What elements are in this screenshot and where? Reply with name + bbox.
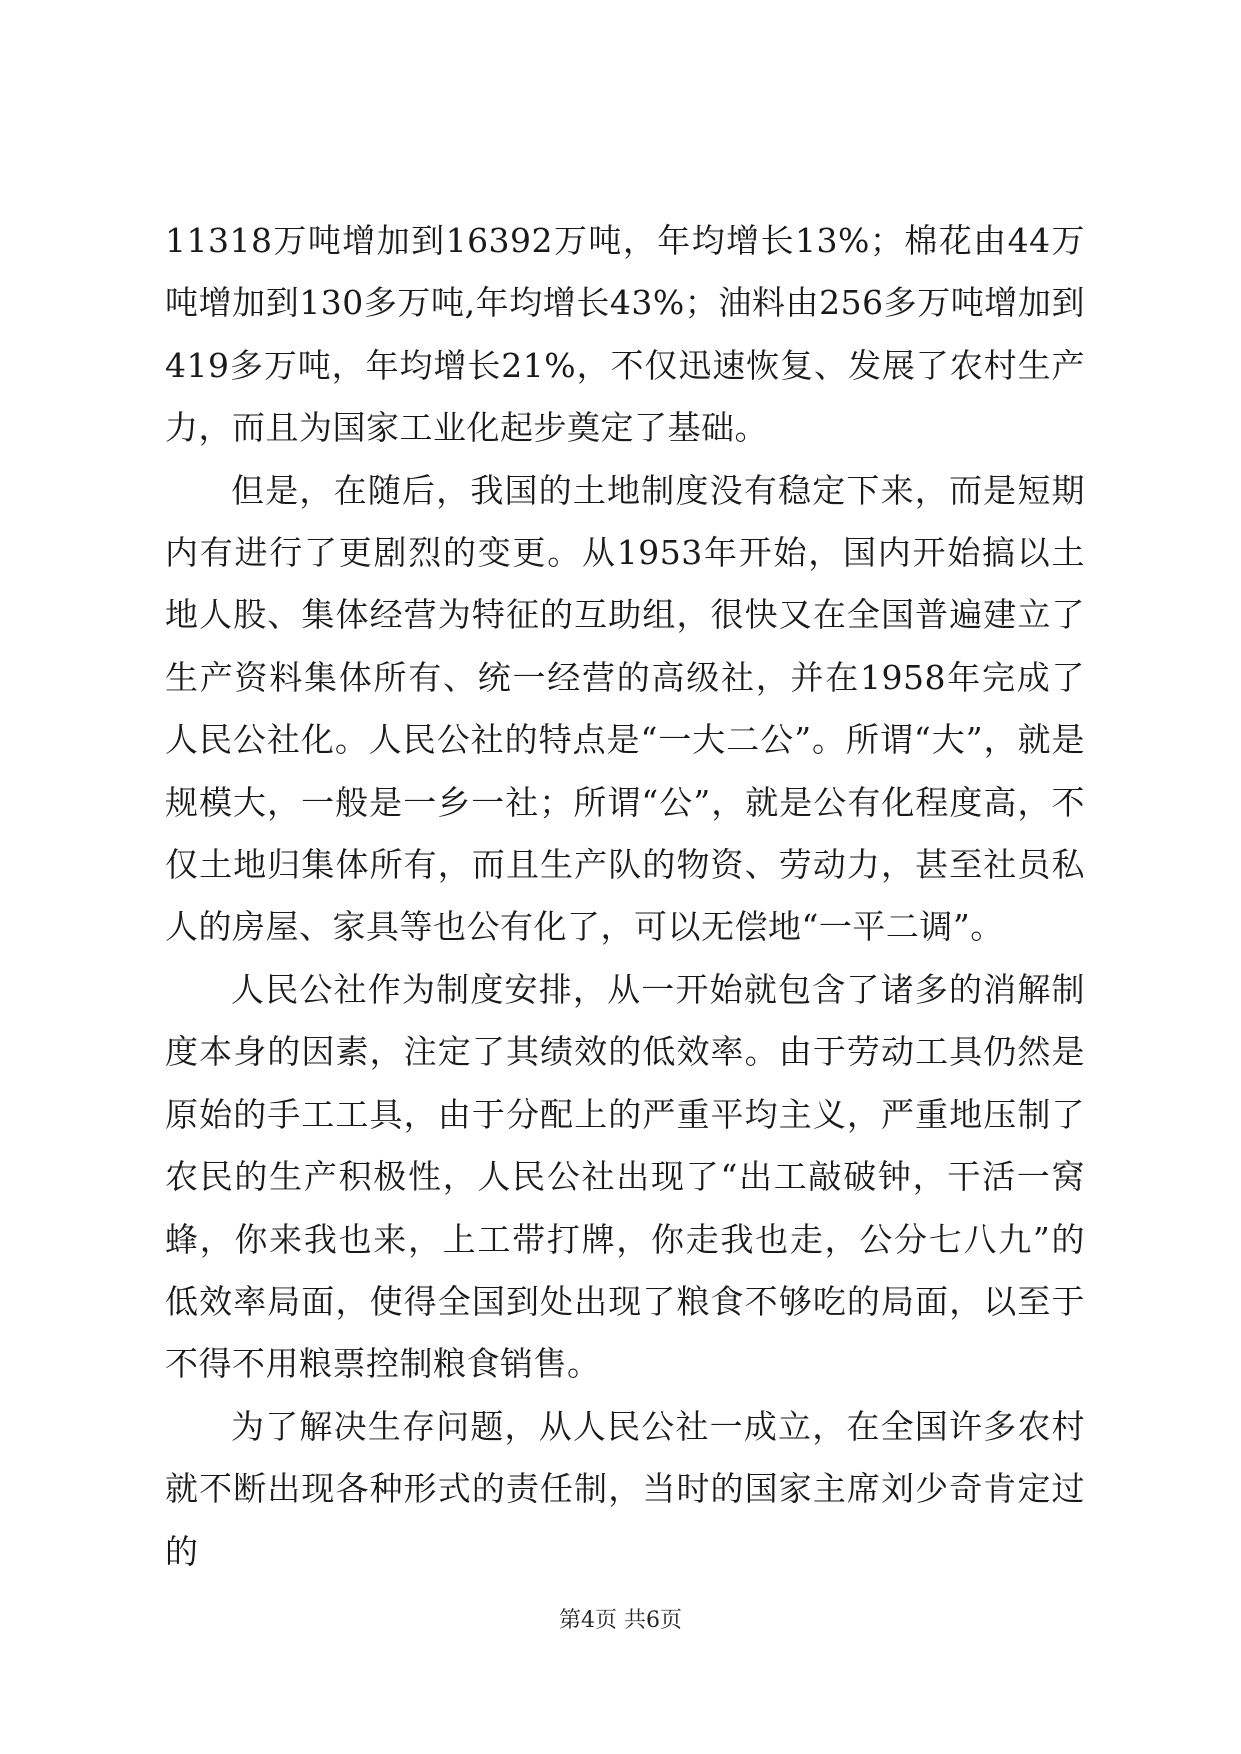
page-number-footer: 第4页 共6页	[559, 1608, 682, 1633]
paragraph-2: 但是，在随后，我国的土地制度没有稳定下来，而是短期内有进行了更剧烈的变更。从1953年开始，国内开始搞以土地人股、集体经营为特征的互助组，很快又在全国普遍建立了生产资料集体所有、统一经营的高级社，并在1958年完成了人民公社化。人民公社的特点是“一大二公”。所谓“大”，就是规模大，一般是一乡一社；所谓“公”，就是公有化程度高，不仅土地归集体所有，而且生产队的物资、劳动力，甚至社员私人的房屋、家具等也公有化了，可以无偿地“一平二调”。	[165, 470, 1085, 947]
document-body	[165, 210, 1085, 1583]
paragraph-1: 11318万吨增加到16392万吨，年均增长13%；棉花由44万吨增加到130多万吨,年均增长43%；油料由256多万吨增加到419多万吨，年均增长21%，不仅迅速恢复、发展了农村生产力，而且为国家工业化起步奠定了基础。	[165, 221, 1085, 448]
paragraph-4: 为了解决生存问题，从人民公社一成立，在全国许多农村就不断出现各种形式的责任制，当时的国家主席刘少奇肯定过的	[165, 1406, 1085, 1571]
paragraph-3: 人民公社作为制度安排，从一开始就包含了诸多的消解制度本身的因素，注定了其绩效的低效率。由于劳动工具仍然是原始的手工工具，由于分配上的严重平均主义，严重地压制了农民的生产积极性，人民公社出现了“出工敲破钟，干活一窝蜂，你来我也来，上工带打牌，你走我也走，公分七八九”的低效率局面，使得全国到处出现了粮食不够吃的局面，以至于不得不用粮票控制粮食销售。	[165, 969, 1085, 1384]
